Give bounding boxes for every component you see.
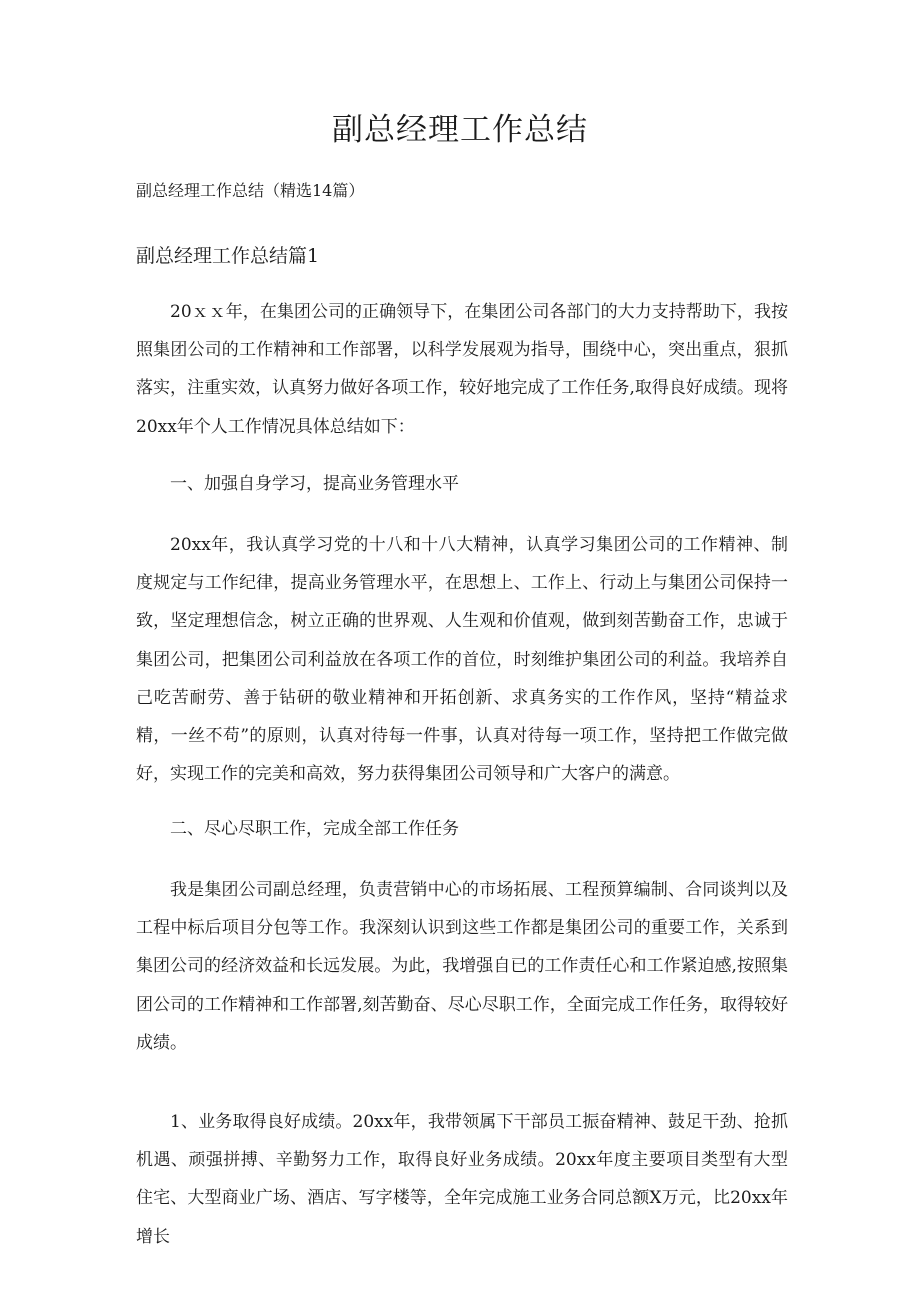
document-subtitle: 副总经理工作总结（精选14篇） — [136, 181, 365, 200]
item-1-paragraph: 1、业务取得良好成绩。20xx年，我带领属下干部员工振奋精神、鼓足干劲、抢抓机遇、顽强拼搏、辛勤努力工作，取得良好业务成绩。20xx年度主要项目类型有大型住宅、大型商业广场、酒店、写字楼等，全年完成施工业务合同总额X万元，比20xx年增长 — [136, 1112, 788, 1247]
section-2-heading: 二、尽心尽职工作，完成全部工作任务 — [170, 819, 459, 839]
chapter-title: 副总经理工作总结篇1 — [136, 245, 320, 267]
section-1-paragraph: 20xx年，我认真学习党的十八和十八大精神，认真学习集团公司的工作精神、制度规定与工作纪律，提高业务管理水平，在思想上、工作上、行动上与集团公司保持一致，坚定理想信念，树立正确的世界观、人生观和价值观，做到刻苦勤奋工作，忠诚于集团公司，把集团公司利益放在各项工作的首位，时刻维护集团公司的利益。我培养自己吃苦耐劳、善于钻研的敬业精神和开拓创新、求真务实的工作作风，坚持“精益求精，一丝不苟”的原则，认真对待每一件事，认真对待每一项工作，坚持把工作做完做好，实现工作的完美和高效，努力获得集团公司领导和广大客户的满意。 — [136, 535, 788, 785]
document-title: 副总经理工作总结 — [332, 112, 588, 148]
intro-paragraph: 20ｘｘ年，在集团公司的正确领导下，在集团公司各部门的大力支持帮助下，我按照集团公司的工作精神和工作部署，以科学发展观为指导，围绕中心，突出重点，狠抓落实，注重实效，认真努力做好各项工作，较好地完成了工作任务,取得良好成绩。现将20xx年个人工作情况具体总结如下： — [136, 302, 788, 437]
section-2-paragraph: 我是集团公司副总经理，负责营销中心的市场拓展、工程预算编制、合同谈判以及工程中标后项目分包等工作。我深刻认识到这些工作都是集团公司的重要工作，关系到集团公司的经济效益和长远发展。为此，我增强自已的工作责任心和工作紧迫感,按照集团公司的工作精神和工作部署,刻苦勤奋、尽心尽职工作，全面完成工作任务，取得较好成绩。 — [136, 880, 788, 1053]
section-1-heading: 一、加强自身学习，提高业务管理水平 — [170, 474, 459, 494]
